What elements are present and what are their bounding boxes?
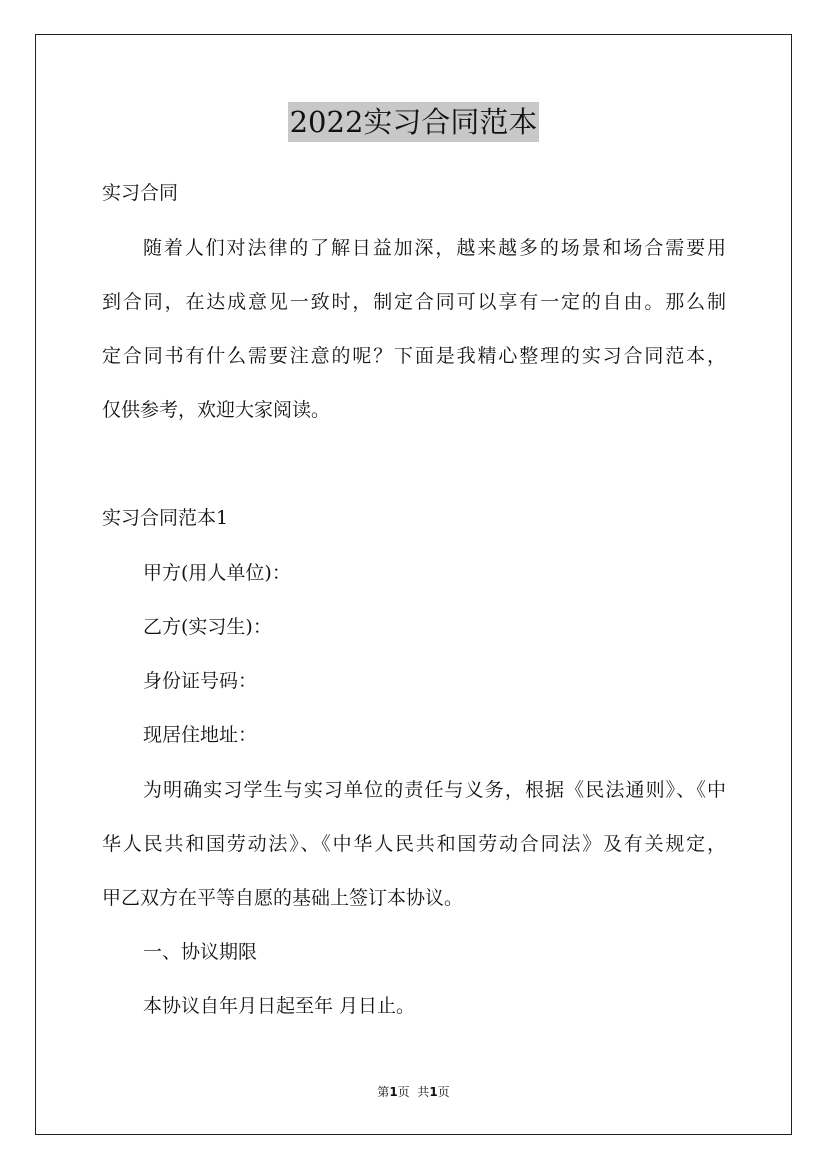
heading-contract: 实习合同 (102, 182, 179, 204)
field-address: 现居住地址： (143, 724, 258, 746)
section-1-title: 一、协议期限 (143, 941, 258, 963)
purpose-line-2: 华人民共和国劳动法》、《中华人民共和国劳动合同法》及有关规定， (102, 833, 726, 855)
intro-line-4: 仅供参考，欢迎大家阅读。 (102, 399, 331, 421)
title-container (0, 102, 827, 142)
footer-page-total: 1 (429, 1085, 438, 1099)
intro-line-2: 到合同，在达成意见一致时，制定合同可以享有一定的自由。那么制 (102, 291, 726, 313)
field-party-a: 甲方(用人单位)： (143, 562, 291, 584)
heading-contract-sample-1: 实习合同范本1 (102, 507, 229, 529)
purpose-line-1: 为明确实习学生与实习单位的责任与义务，根据《民法通则》、《中 (143, 779, 726, 801)
field-party-b: 乙方(实习生)： (143, 616, 272, 638)
footer-page-prefix: 第 (377, 1085, 390, 1099)
section-1-text: 本协议自年月日起至年 月日止。 (143, 995, 416, 1017)
footer-page-number: 1 (389, 1085, 398, 1099)
footer-page-suffix: 页 (437, 1085, 450, 1099)
intro-line-3: 定合同书有什么需要注意的呢？下面是我精心整理的实习合同范本， (102, 345, 726, 367)
document-title: 2022实习合同范本 (288, 102, 540, 142)
footer-page-mid: 页 共 (397, 1085, 430, 1099)
intro-line-1: 随着人们对法律的了解日益加深，越来越多的场景和场合需要用 (143, 237, 726, 259)
purpose-line-3: 甲乙双方在平等自愿的基础上签订本协议。 (102, 887, 464, 909)
page-footer (0, 1084, 827, 1100)
field-id-number: 身份证号码： (143, 670, 258, 692)
